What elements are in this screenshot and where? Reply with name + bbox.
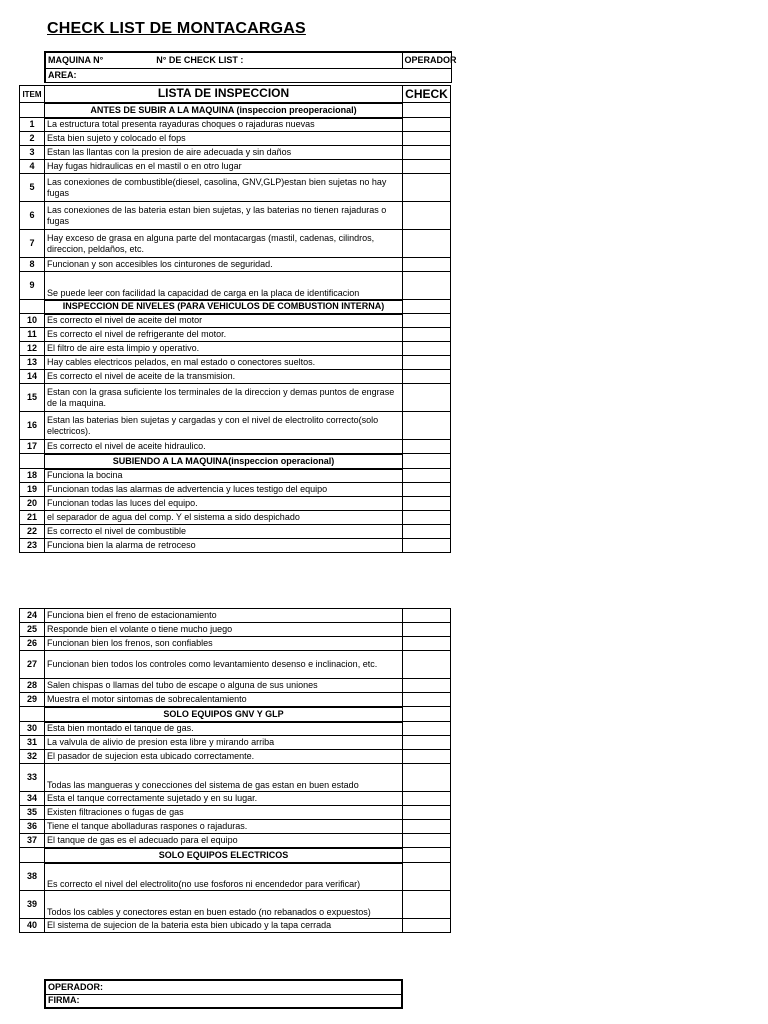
check-cell[interactable] [403, 483, 451, 497]
footer-operator-label: OPERADOR: [48, 981, 104, 992]
inspection-table-part1 [19, 85, 451, 553]
checklist-row [20, 891, 451, 919]
item-description: Es correcto el nivel de aceite del motor [45, 314, 403, 328]
section-title: ANTES DE SUBIR A LA MAQUINA (inspeccion preoperacional) [45, 103, 403, 118]
check-cell[interactable] [403, 160, 451, 174]
check-cell[interactable] [403, 202, 451, 230]
checklist-row [20, 146, 451, 160]
checklist-row [20, 412, 451, 440]
area-cell[interactable] [45, 68, 451, 82]
check-cell[interactable] [403, 356, 451, 370]
item-description: Funciona bien la alarma de retroceso [45, 539, 403, 553]
item-description: Tiene el tanque abolladuras raspones o rajaduras. [45, 820, 403, 834]
item-description: Salen chispas o llamas del tubo de escape o alguna de sus uniones [45, 679, 403, 693]
section-title: SOLO EQUIPOS ELECTRICOS [45, 848, 403, 863]
section-row [20, 707, 451, 722]
checklist-row [20, 679, 451, 693]
checklist-row [20, 693, 451, 707]
item-number: 19 [20, 483, 45, 497]
item-description: Es correcto el nivel de aceite de la transmision. [45, 370, 403, 384]
footer-operator-cell[interactable] [45, 980, 402, 994]
check-cell[interactable] [403, 314, 451, 328]
page-title: CHECK LIST DE MONTACARGAS [47, 20, 306, 37]
item-number: 13 [20, 356, 45, 370]
item-description: Funcionan y son accesibles los cinturones de seguridad. [45, 258, 403, 272]
section-row [20, 454, 451, 469]
checklist-row [20, 511, 451, 525]
check-cell[interactable] [403, 146, 451, 160]
item-description: Estan con la grasa suficiente los terminales de la direccion y demas puntos de engrase de la maquina. [45, 384, 403, 412]
item-number: 5 [20, 174, 45, 202]
check-cell[interactable] [403, 834, 451, 848]
section-check-spacer [403, 707, 451, 722]
checklist-row [20, 834, 451, 848]
checklist-row [20, 328, 451, 342]
item-description: Todas las mangueras y conecciones del sistema de gas estan en buen estado [45, 764, 403, 792]
item-description: Las conexiones de combustible(diesel, casolina, GNV,GLP)estan bien sujetas no hay fugas [45, 174, 403, 202]
item-number: 21 [20, 511, 45, 525]
checklist-row [20, 118, 451, 132]
item-number: 14 [20, 370, 45, 384]
item-description: Hay fugas hidraulicas en el mastil o en otro lugar [45, 160, 403, 174]
check-cell[interactable] [403, 891, 451, 919]
check-cell[interactable] [403, 623, 451, 637]
checklist-row [20, 469, 451, 483]
list-column-header: LISTA DE INSPECCION [45, 86, 403, 103]
item-description: Funcionan todas las luces del equipo. [45, 497, 403, 511]
item-number: 1 [20, 118, 45, 132]
item-number: 6 [20, 202, 45, 230]
checklist-row [20, 750, 451, 764]
section-spacer [20, 707, 45, 722]
item-description: La estructura total presenta rayaduras choques o rajaduras nuevas [45, 118, 403, 132]
item-number: 11 [20, 328, 45, 342]
item-number: 39 [20, 891, 45, 919]
inspection-table-part2 [19, 608, 451, 933]
check-cell[interactable] [403, 539, 451, 553]
item-description: Todos los cables y conectores estan en buen estado (no rebanados o expuestos) [45, 891, 403, 919]
item-number: 9 [20, 272, 45, 300]
item-description: Hay cables electricos pelados, en mal estado o conectores sueltos. [45, 356, 403, 370]
item-number: 26 [20, 637, 45, 651]
item-description: Funcionan bien todos los controles como levantamiento desenso e inclinacion, etc. [45, 651, 403, 679]
check-cell[interactable] [403, 132, 451, 146]
section-title: SOLO EQUIPOS GNV Y GLP [45, 707, 403, 722]
item-number: 32 [20, 750, 45, 764]
item-description: Muestra el motor sintomas de sobrecalentamiento [45, 693, 403, 707]
section-spacer [20, 300, 45, 314]
check-cell[interactable] [403, 342, 451, 356]
item-description: Responde bien el volante o tiene mucho juego [45, 623, 403, 637]
item-column-header: ITEM [20, 86, 45, 103]
machine-checklist-cell[interactable] [45, 52, 402, 68]
footer-table [44, 979, 403, 1009]
operator-header-cell[interactable] [402, 52, 457, 68]
check-cell[interactable] [403, 525, 451, 539]
checklist-row [20, 440, 451, 454]
item-number: 24 [20, 609, 45, 623]
item-description: Las conexiones de las bateria estan bien sujetas, y las baterias no tienen rajaduras o fugas [45, 202, 403, 230]
checklist-row [20, 160, 451, 174]
checklist-row [20, 637, 451, 651]
item-description: Es correcto el nivel de refrigerante del motor. [45, 328, 403, 342]
operator-header-label: OPERADOR [404, 54, 457, 65]
item-description: El filtro de aire esta limpio y operativo. [45, 342, 403, 356]
item-number: 40 [20, 919, 45, 933]
item-description: Funcionan todas las alarmas de advertencia y luces testigo del equipo [45, 483, 403, 497]
item-description: Es correcto el nivel de aceite hidraulico. [45, 440, 403, 454]
check-cell[interactable] [403, 736, 451, 750]
checklist-row [20, 609, 451, 623]
check-cell[interactable] [403, 609, 451, 623]
check-cell[interactable] [403, 750, 451, 764]
item-number: 7 [20, 230, 45, 258]
item-description: Es correcto el nivel del electrolito(no use fosforos ni encendedor para verificar) [45, 863, 403, 891]
check-cell[interactable] [403, 637, 451, 651]
section-spacer [20, 103, 45, 118]
section-row [20, 300, 451, 314]
checklist-row [20, 806, 451, 820]
checklist-row [20, 539, 451, 553]
item-description: Esta el tanque correctamente sujetado y en su lugar. [45, 792, 403, 806]
checklist-number-label: N° DE CHECK LIST : [156, 54, 244, 65]
item-description: Se puede leer con facilidad la capacidad de carga en la placa de identificacion [45, 272, 403, 300]
section-check-spacer [403, 300, 451, 314]
checklist-row [20, 258, 451, 272]
item-number: 17 [20, 440, 45, 454]
item-description: El tanque de gas es el adecuado para el equipo [45, 834, 403, 848]
item-number: 30 [20, 722, 45, 736]
check-cell[interactable] [403, 174, 451, 202]
checklist-row [20, 525, 451, 539]
item-description: Funcionan bien los frenos, son confiables [45, 637, 403, 651]
check-cell[interactable] [403, 651, 451, 679]
checklist-row [20, 736, 451, 750]
item-number: 3 [20, 146, 45, 160]
check-cell[interactable] [403, 272, 451, 300]
check-cell[interactable] [403, 497, 451, 511]
section-title: SUBIENDO A LA MAQUINA(inspeccion operacional) [45, 454, 403, 469]
item-number: 8 [20, 258, 45, 272]
item-number: 2 [20, 132, 45, 146]
item-number: 35 [20, 806, 45, 820]
checklist-row [20, 202, 451, 230]
section-title: INSPECCION DE NIVELES (PARA VEHICULOS DE COMBUSTION INTERNA) [45, 300, 403, 314]
item-description: el separador de agua del comp. Y el sistema a sido despichado [45, 511, 403, 525]
checklist-row [20, 483, 451, 497]
check-cell[interactable] [403, 792, 451, 806]
checklist-row [20, 132, 451, 146]
check-cell[interactable] [403, 863, 451, 891]
section-check-spacer [403, 848, 451, 863]
item-number: 34 [20, 792, 45, 806]
item-description: Estan las llantas con la presion de aire adecuada y sin daños [45, 146, 403, 160]
check-cell[interactable] [403, 370, 451, 384]
item-number: 25 [20, 623, 45, 637]
check-cell[interactable] [403, 679, 451, 693]
item-number: 15 [20, 384, 45, 412]
item-number: 31 [20, 736, 45, 750]
item-number: 28 [20, 679, 45, 693]
check-cell[interactable] [403, 412, 451, 440]
area-label: AREA: [48, 69, 77, 80]
checklist-row [20, 764, 451, 792]
item-description: El pasador de sujecion esta ubicado correctamente. [45, 750, 403, 764]
checklist-row [20, 272, 451, 300]
footer-signature-label: FIRMA: [48, 995, 80, 1006]
section-row [20, 103, 451, 118]
item-description: Funciona la bocina [45, 469, 403, 483]
check-cell[interactable] [403, 764, 451, 792]
item-description: Existen filtraciones o fugas de gas [45, 806, 403, 820]
check-cell[interactable] [403, 722, 451, 736]
checklist-row [20, 919, 451, 933]
item-number: 36 [20, 820, 45, 834]
checklist-row [20, 314, 451, 328]
machine-label: MAQUINA N° [48, 54, 104, 65]
check-cell[interactable] [403, 258, 451, 272]
item-description: Es correcto el nivel de combustible [45, 525, 403, 539]
item-number: 18 [20, 469, 45, 483]
section-check-spacer [403, 454, 451, 469]
item-number: 12 [20, 342, 45, 356]
checklist-row [20, 820, 451, 834]
check-cell[interactable] [403, 806, 451, 820]
checklist-row [20, 792, 451, 806]
checklist-row [20, 863, 451, 891]
checklist-row [20, 623, 451, 637]
checklist-row [20, 174, 451, 202]
item-number: 4 [20, 160, 45, 174]
item-number: 38 [20, 863, 45, 891]
item-description: El sistema de sujecion de la bateria esta bien ubicado y la tapa cerrada [45, 919, 403, 933]
checklist-row [20, 230, 451, 258]
check-cell[interactable] [403, 118, 451, 132]
checklist-row [20, 384, 451, 412]
section-spacer [20, 848, 45, 863]
item-number: 23 [20, 539, 45, 553]
item-number: 27 [20, 651, 45, 679]
section-check-spacer [403, 103, 451, 118]
check-cell[interactable] [403, 384, 451, 412]
section-spacer [20, 454, 45, 469]
check-cell[interactable] [403, 328, 451, 342]
checklist-row [20, 497, 451, 511]
item-description: Esta bien montado el tanque de gas. [45, 722, 403, 736]
item-description: Funciona bien el freno de estacionamiento [45, 609, 403, 623]
item-number: 20 [20, 497, 45, 511]
item-description: Estan las baterias bien sujetas y cargadas y con el nivel de electrolito correcto(solo electricos). [45, 412, 403, 440]
item-number: 29 [20, 693, 45, 707]
item-number: 10 [20, 314, 45, 328]
section-row [20, 848, 451, 863]
item-number: 33 [20, 764, 45, 792]
checklist-row [20, 722, 451, 736]
footer-signature-cell[interactable] [45, 994, 402, 1008]
checklist-row [20, 342, 451, 356]
item-description: Esta bien sujeto y colocado el fops [45, 132, 403, 146]
checklist-row [20, 356, 451, 370]
item-number: 16 [20, 412, 45, 440]
check-cell[interactable] [403, 820, 451, 834]
header-table [44, 51, 457, 83]
check-cell[interactable] [403, 440, 451, 454]
check-cell[interactable] [403, 511, 451, 525]
item-description: Hay exceso de grasa en alguna parte del montacargas (mastil, cadenas, cilindros, direccion, peldaños, etc. [45, 230, 403, 258]
check-cell[interactable] [403, 693, 451, 707]
item-number: 37 [20, 834, 45, 848]
item-number: 22 [20, 525, 45, 539]
checklist-row [20, 651, 451, 679]
check-cell[interactable] [403, 469, 451, 483]
item-description: La valvula de alivio de presion esta libre y mirando arriba [45, 736, 403, 750]
check-cell[interactable] [403, 919, 451, 933]
check-cell[interactable] [403, 230, 451, 258]
checklist-row [20, 370, 451, 384]
check-column-header: CHECK [403, 86, 451, 103]
